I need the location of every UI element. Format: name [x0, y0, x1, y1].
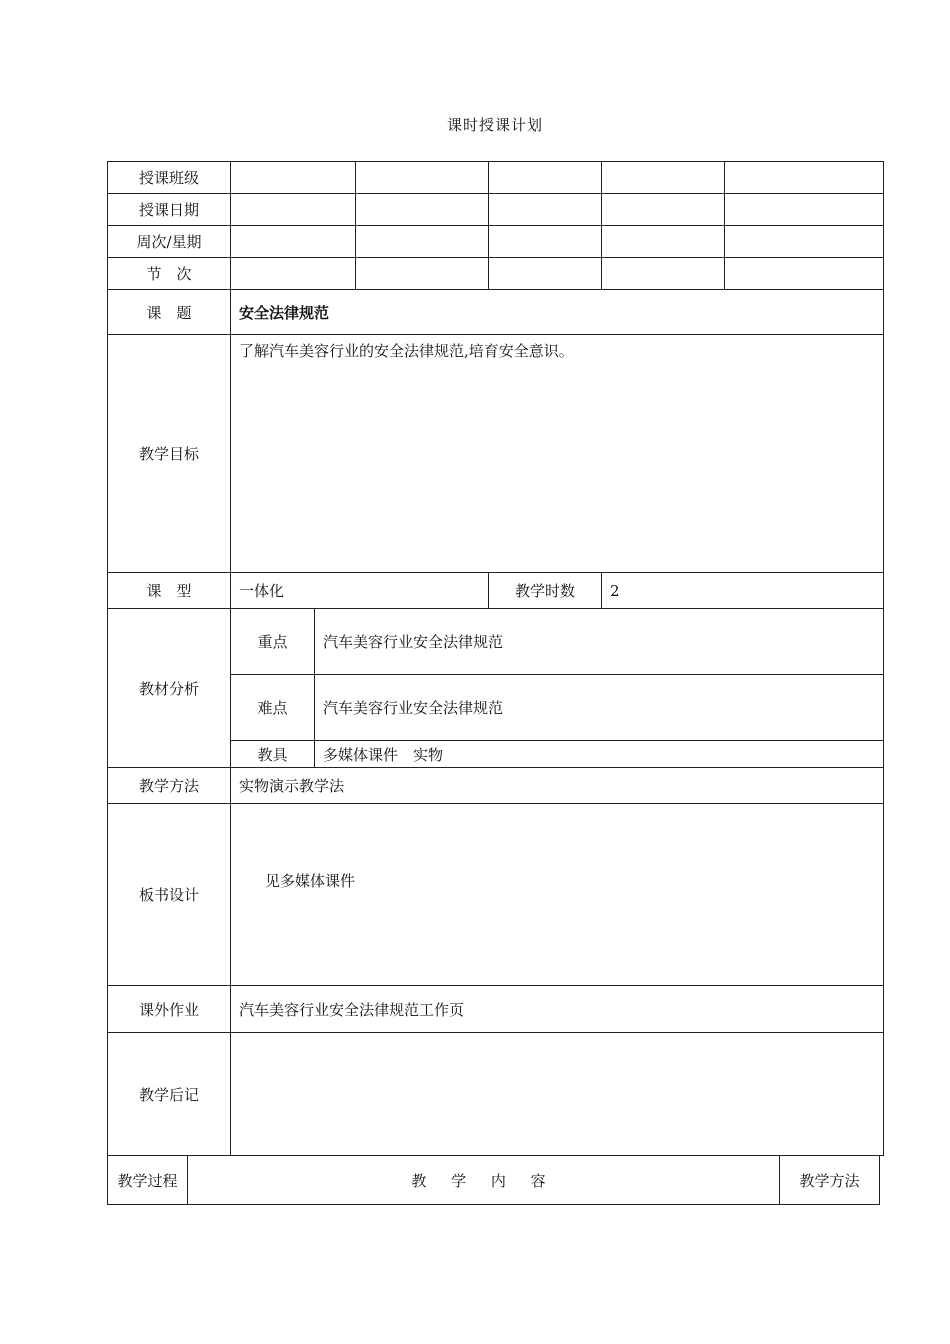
class-row: [108, 162, 884, 194]
week-row: [108, 226, 884, 258]
week-day-label: 周次/星期: [108, 226, 231, 258]
class-cell-2[interactable]: [356, 162, 489, 194]
method-label: 教学方法: [108, 768, 231, 804]
board-value: 见多媒体课件: [231, 804, 884, 986]
type-value: 一体化: [231, 573, 489, 609]
notes-label: 教学后记: [108, 1033, 231, 1156]
date-cell-3[interactable]: [489, 194, 602, 226]
date-label: 授课日期: [108, 194, 231, 226]
method-row: [108, 768, 884, 804]
date-cell-2[interactable]: [356, 194, 489, 226]
key-label: 重点: [231, 609, 315, 675]
session-cell-1[interactable]: [231, 258, 356, 290]
date-row: [108, 194, 884, 226]
homework-label: 课外作业: [108, 986, 231, 1033]
method-value: 实物演示教学法: [231, 768, 884, 804]
process-table: [107, 1155, 880, 1205]
week-cell-1[interactable]: [231, 226, 356, 258]
week-cell-5[interactable]: [725, 226, 884, 258]
date-cell-1[interactable]: [231, 194, 356, 226]
page-title: 课时授课计划: [446, 116, 543, 134]
hours-value: 2: [602, 573, 884, 609]
lesson-plan-table: [107, 161, 884, 1156]
week-cell-4[interactable]: [602, 226, 725, 258]
content-col-label: 教 学 内 容: [188, 1156, 780, 1205]
difficulty-value: 汽车美容行业安全法律规范: [315, 675, 884, 741]
hours-label: 教学时数: [489, 573, 602, 609]
objective-value: 了解汽车美容行业的安全法律规范,培育安全意识。: [231, 335, 884, 573]
session-cell-5[interactable]: [725, 258, 884, 290]
board-label: 板书设计: [108, 804, 231, 986]
method-col-label: 教学方法: [780, 1156, 880, 1205]
difficulty-label: 难点: [231, 675, 315, 741]
session-cell-4[interactable]: [602, 258, 725, 290]
class-cell-3[interactable]: [489, 162, 602, 194]
homework-value: 汽车美容行业安全法律规范工作页: [231, 986, 884, 1033]
type-label: 课 型: [108, 573, 231, 609]
session-cell-3[interactable]: [489, 258, 602, 290]
session-cell-2[interactable]: [356, 258, 489, 290]
tools-label: 教具: [231, 741, 315, 768]
process-header-row: [108, 1156, 880, 1205]
topic-label: 课 题: [108, 290, 231, 335]
key-value: 汽车美容行业安全法律规范: [315, 609, 884, 675]
date-cell-4[interactable]: [602, 194, 725, 226]
analysis-label: 教材分析: [108, 609, 231, 768]
class-cell-5[interactable]: [725, 162, 884, 194]
process-col-label: 教学过程: [108, 1156, 188, 1205]
topic-value: 安全法律规范: [231, 290, 884, 335]
session-row: [108, 258, 884, 290]
date-cell-5[interactable]: [725, 194, 884, 226]
homework-row: [108, 986, 884, 1033]
notes-value[interactable]: [231, 1033, 884, 1156]
tools-value: 多媒体课件 实物: [315, 741, 884, 768]
board-row: [108, 804, 884, 986]
key-row: [108, 609, 884, 675]
session-label: 节 次: [108, 258, 231, 290]
week-cell-2[interactable]: [356, 226, 489, 258]
type-row: [108, 573, 884, 609]
notes-row: [108, 1033, 884, 1156]
topic-row: [108, 290, 884, 335]
class-cell-1[interactable]: [231, 162, 356, 194]
class-label: 授课班级: [108, 162, 231, 194]
class-cell-4[interactable]: [602, 162, 725, 194]
objective-label: 教学目标: [108, 335, 231, 573]
objective-row: [108, 335, 884, 573]
week-cell-3[interactable]: [489, 226, 602, 258]
